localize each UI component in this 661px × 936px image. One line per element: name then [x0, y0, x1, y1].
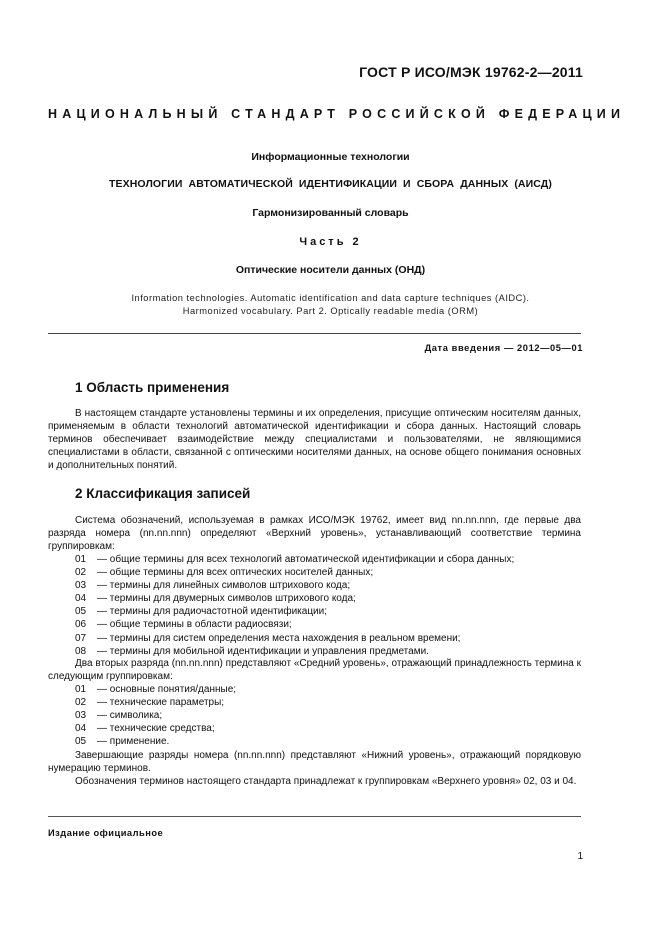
section-2-heading: 2 Классификация записей	[75, 486, 251, 501]
list-item: 05 — применение.	[75, 736, 170, 748]
list-item: 03 — термины для линейных символов штрихового кода;	[75, 580, 351, 592]
middle-level-intro: Два вторых разряда (nn.nn.nnn) представляют «Средний уровень», отражающий принадлежность термина к следующим группировкам:	[48, 658, 581, 683]
list-item: 01 — основные понятия/данные;	[75, 684, 237, 695]
list-item: 05 — термины для радиочастотной идентификации;	[75, 606, 327, 618]
section-1-paragraph: В настоящем стандарте установлены термины и их определения, присущие оптическим носителям данных, применяемым в области технологий автоматической идентификации и сбора данных. Настоящий словарь терминов обеспечивает взаимодействие между специалистами и пользователями, не являющимися специалистами в области, связанной с оптическими носителями данных, на основе общего понимания основных и дополнительных понятий.	[48, 408, 581, 472]
lower-level-paragraph: Завершающие разряды номера (nn.nn.nnn) представляют «Нижний уровень», отражающий порядковую нумерацию терминов.	[48, 750, 581, 775]
list-item: 03 — символика;	[75, 710, 163, 722]
title-line-5: Оптические носители данных (ОНД)	[235, 264, 426, 276]
english-title-1: Information technologies. Automatic identification and data capture techniques (AIDC).	[131, 293, 530, 303]
divider	[48, 333, 581, 334]
edition-label: Издание официальное	[48, 828, 164, 838]
title-line-1: Информационные технологии	[251, 151, 410, 163]
list-item: 06 — общие термины в области радиосвязи;	[75, 619, 292, 631]
upper-level-list	[75, 553, 514, 658]
list-item: 02 — общие термины для всех оптических носителей данных;	[75, 567, 374, 579]
title-line-3: Гармонизированный словарь	[252, 207, 409, 219]
list-item: 07 — термины для систем определения места нахождения в реальном времени;	[75, 632, 461, 644]
footer-divider	[48, 816, 581, 817]
section-2-intro: Система обозначений, используемая в рамках ИСО/МЭК 19762, имеет вид nn.nn.nnn, где первые два разряда номера (nn.nn.nnn) определяют «Верхний уровень», устанавливающий соответствие термина группировкам:	[48, 515, 581, 553]
date-of-introduction: Дата введения — 2012—05—01	[424, 343, 583, 353]
closing-paragraph: Обозначения терминов настоящего стандарта принадлежат к группировкам «Верхнего уровня» 02, 03 и 04.	[75, 776, 577, 787]
part-title: Часть 2	[299, 236, 362, 248]
list-item: 08 — термины для мобильной идентификации и управления предметами.	[75, 645, 429, 657]
national-standard-title: НАЦИОНАЛЬНЫЙ СТАНДАРТ РОССИЙСКОЙ ФЕДЕРАЦИИ	[48, 107, 626, 121]
title-line-2: ТЕХНОЛОГИИ АВТОМАТИЧЕСКОЙ ИДЕНТИФИКАЦИИ И СБОРА ДАННЫХ (АИСД)	[109, 178, 552, 190]
list-item: 04 — технические средства;	[75, 723, 215, 735]
list-item: 02 — технические параметры;	[75, 697, 225, 709]
standard-code: ГОСТ Р ИСО/МЭК 19762-2—2011	[359, 64, 583, 80]
list-item: 01 — общие термины для всех технологий автоматической идентификации и сбора данных;	[75, 554, 515, 565]
list-item: 04 — термины для двумерных символов штрихового кода;	[75, 593, 356, 605]
section-1-heading: 1 Область применения	[75, 380, 230, 395]
english-title-2: Harmonized vocabulary. Part 2. Optically readable media (ORM)	[182, 306, 479, 316]
page-number: 1	[577, 851, 583, 862]
middle-level-list	[75, 683, 236, 748]
